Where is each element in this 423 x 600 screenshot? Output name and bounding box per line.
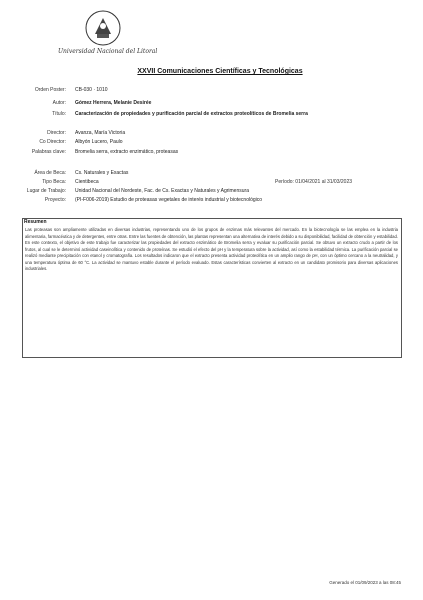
field-label: Título: <box>52 111 66 117</box>
field-value: Gómez Herrera, Melanie Desirée <box>75 100 152 106</box>
field-value: Albyón Lucero, Paulo <box>75 139 123 145</box>
field-label: Autor: <box>52 100 66 106</box>
logo-text: Universidad Nacional del Litoral <box>58 48 158 55</box>
university-logo <box>58 8 158 60</box>
periodo-text: Período: 01/04/2021 al 31/03/2023 <box>275 179 353 185</box>
resumen-title: Resumen <box>24 219 47 225</box>
field-value: Unidad Nacional del Nordeste, Fac. de Cs. Exactas y Naturales y Agrimensura <box>75 188 249 194</box>
field-value: Cs. Naturales y Exactas <box>75 170 129 176</box>
page-title: XXVII Comunicaciones Científicas y Tecnológicas <box>137 68 303 75</box>
field-value: (PI-F006-2019) Estudio de proteasas vegetales de interés industrial y biotecnológico <box>75 197 263 203</box>
field-value: Cientibeca <box>75 179 99 185</box>
field-label: Tipo Beca: <box>42 179 66 185</box>
field-value: Avanza, María Victoria <box>75 130 126 136</box>
field-label: Palabras clave: <box>31 149 66 155</box>
field-label: Co Director: <box>39 139 66 145</box>
field-value: Bromelia serra, extracto enzimático, proteasas <box>75 149 179 155</box>
field-label: Director: <box>47 130 66 136</box>
field-label: Lugar de Trabajo: <box>26 188 66 194</box>
field-value: Caracterización de propiedades y purificación parcial de extractos proteolíticos de Bromelia serra <box>75 111 308 117</box>
field-value: CB-030 · 1010 <box>75 87 108 93</box>
field-label: Proyecto: <box>44 197 66 203</box>
university-seal-icon <box>83 8 123 48</box>
field-label: Orden Poster: <box>34 87 66 93</box>
field-label: Área de Beca: <box>34 170 66 176</box>
generated-footer: Generado el 01/09/2023 a las 08:45 <box>329 580 401 585</box>
resumen-text: Las proteasas son ampliamente utilizadas en diversas industrias, representando uno de los grupos de enzimas más relevantes del mercado. En la biotecnología se las emplea en la industria alimentaria, farmacéutica y de detergentes, entre otras. Entre las fuentes de obtención, las plantas representan una alternativa de interés debido a su disponibilidad, facilidad de obtención y estabilidad. En este contexto, el objetivo de este trabajo fue caracterizar las propiedades del extracto enzimático de Bromelia serra y evaluar su purificación parcial. Se obtuvo un extracto crudo a partir de los frutos, al cual se le determinó actividad caseinolítica y contenido de proteínas. Se estudió el efecto del pH y la temperatura sobre la actividad, así como la estabilidad térmica. La purificación parcial se realizó mediante precipitación con etanol y cromatografía. Los resultados indicaron que el extracto presenta actividad proteolítica en un amplio rango de pH, con un óptimo cercano a la neutralidad, y una temperatura óptima de 60 °C. La actividad se mantuvo estable durante el período evaluado. Estas características convierten al extracto en un candidato promisorio para diversas aplicaciones industriales. <box>25 227 398 271</box>
